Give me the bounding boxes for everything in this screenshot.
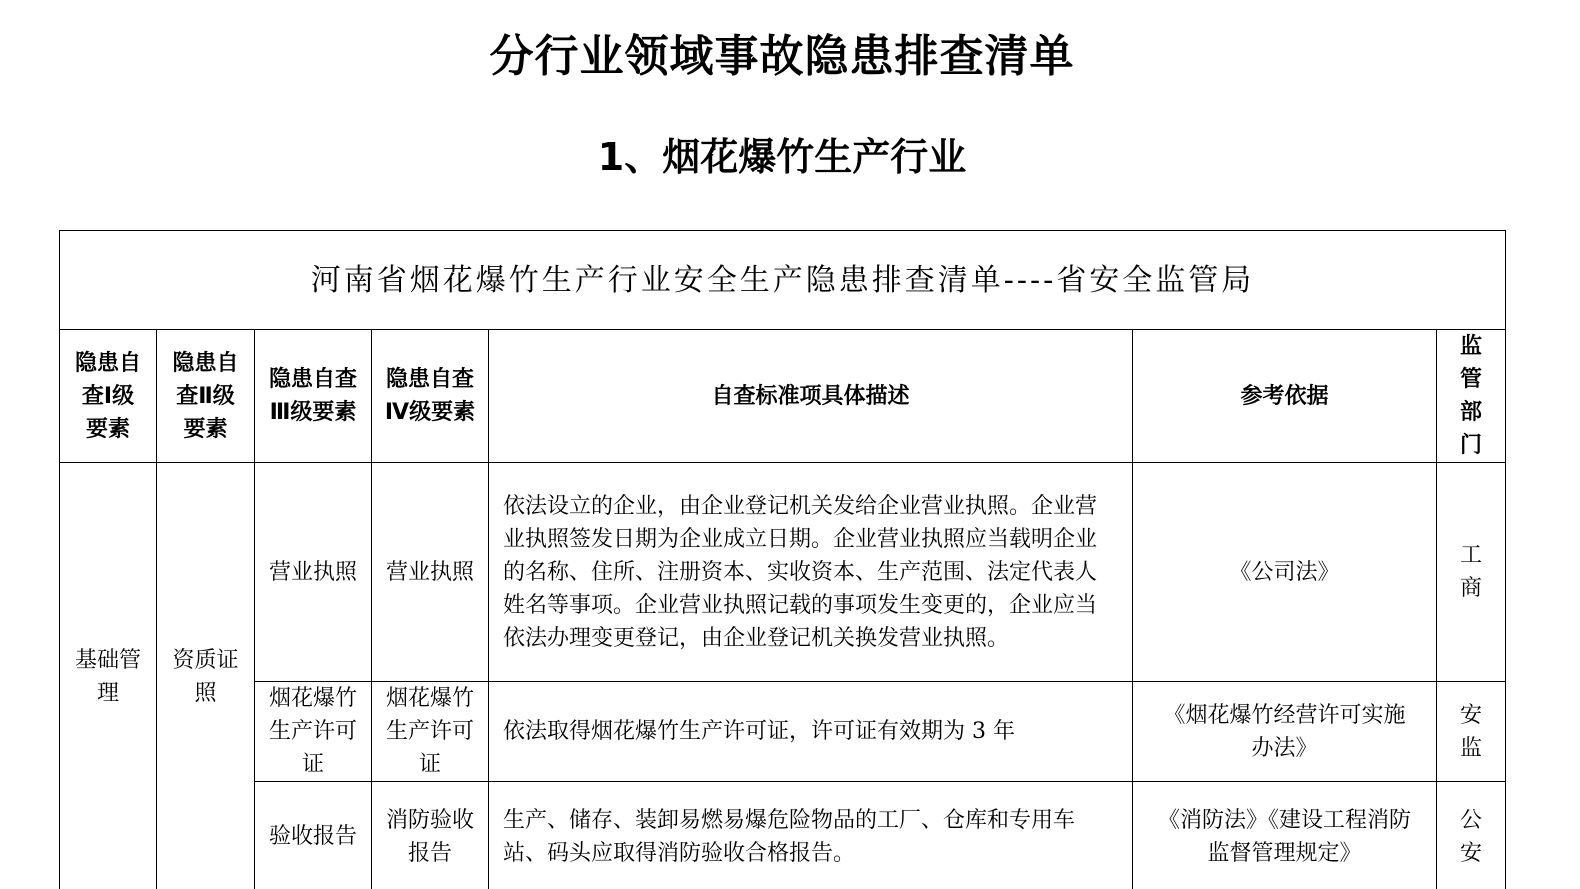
description-cell: 依法取得烟花爆竹生产许可证，许可证有效期为 3 年 xyxy=(489,682,1133,782)
level4-cell: 消防验收报告 xyxy=(372,782,489,889)
description-cell: 生产、储存、装卸易燃易爆危险物品的工厂、仓库和专用车站、码头应取得消防验收合格报告。 xyxy=(489,782,1133,889)
page-title: 分行业领域事故隐患排查清单 xyxy=(489,31,1075,82)
header-level2: 隐患自查Ⅱ级要素 xyxy=(157,330,255,463)
header-reference: 参考依据 xyxy=(1133,330,1437,463)
table-caption: 河南省烟花爆竹生产行业安全生产隐患排查清单----省安全监管局 xyxy=(60,231,1506,330)
reference-cell: 《烟花爆竹经营许可实施办法》 xyxy=(1133,682,1437,782)
hazard-checklist-table xyxy=(59,230,1506,889)
level4-cell: 烟花爆竹生产许可证 xyxy=(372,682,489,782)
department-cell: 公安 xyxy=(1437,782,1506,889)
description-cell: 依法设立的企业，由企业登记机关发给企业营业执照。企业营业执照签发日期为企业成立日期。企业营业执照应当载明企业的名称、住所、注册资本、实收资本、生产范围、法定代表人姓名等事项。企业营业执照记载的事项发生变更的，企业应当依法办理变更登记，由企业登记机关换发营业执照。 xyxy=(489,463,1133,682)
level3-cell: 营业执照 xyxy=(255,463,372,682)
level4-cell: 营业执照 xyxy=(372,463,489,682)
department-cell: 安监 xyxy=(1437,682,1506,782)
reference-cell: 《消防法》《建设工程消防监督管理规定》 xyxy=(1133,782,1437,889)
level3-cell: 烟花爆竹生产许可证 xyxy=(255,682,372,782)
section-title: 1、烟花爆竹生产行业 xyxy=(597,135,967,179)
header-description: 自查标准项具体描述 xyxy=(489,330,1133,463)
level2-cell: 资质证照 xyxy=(157,463,255,889)
department-cell: 工商 xyxy=(1437,463,1506,682)
header-level3: 隐患自查Ⅲ级要素 xyxy=(255,330,372,463)
level3-cell: 验收报告 xyxy=(255,782,372,889)
header-level4: 隐患自查Ⅳ级要素 xyxy=(372,330,489,463)
reference-cell: 《公司法》 xyxy=(1133,463,1437,682)
level1-cell: 基础管理 xyxy=(60,463,157,889)
table-row xyxy=(60,682,1506,782)
table-row xyxy=(60,463,1506,682)
header-department: 监管部门 xyxy=(1437,330,1506,463)
header-level1: 隐患自查Ⅰ级要素 xyxy=(60,330,157,463)
table-row xyxy=(60,782,1506,889)
